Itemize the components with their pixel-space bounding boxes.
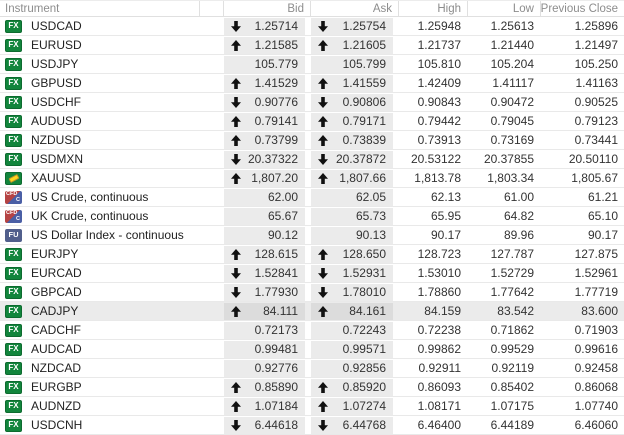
previous-close-value: 1.25896: [574, 19, 618, 33]
ask-value: 1.21605: [342, 38, 386, 52]
ask-value: 62.05: [355, 190, 386, 204]
fx-badge-icon: FX: [5, 381, 22, 394]
table-row[interactable]: [0, 264, 624, 283]
previous-close-value: 61.21: [587, 190, 618, 204]
low-value: 1.77642: [490, 285, 534, 299]
ask-value: 0.99571: [342, 342, 386, 356]
bid-price-cell[interactable]: [224, 18, 305, 35]
high-value: 84.159: [424, 304, 461, 318]
table-row[interactable]: [0, 245, 624, 264]
fx-badge-icon: FX: [5, 96, 22, 109]
ask-price-cell[interactable]: [311, 284, 393, 301]
previous-close-value: 0.71903: [574, 323, 618, 337]
instrument-cell: [0, 74, 199, 92]
ask-price-cell[interactable]: [311, 18, 393, 35]
low-value: 83.542: [497, 304, 534, 318]
instrument-cell: [0, 17, 199, 35]
table-row[interactable]: [0, 207, 624, 226]
ask-price-cell[interactable]: [311, 246, 393, 263]
bid-price-cell[interactable]: [224, 113, 305, 130]
low-value: 89.96: [503, 228, 534, 242]
ask-value: 1.41559: [342, 76, 386, 90]
previous-close-value: 105.250: [574, 57, 618, 71]
instrument-cell: [0, 112, 199, 130]
instrument-cell: [0, 359, 199, 377]
previous-close-value: 0.92458: [574, 361, 618, 375]
fx-badge-icon: FX: [5, 286, 22, 299]
ask-price-cell[interactable]: [311, 151, 393, 168]
previous-close-value: 0.99616: [574, 342, 618, 356]
previous-close-value: 1.07740: [574, 399, 618, 413]
column-header-previous-close[interactable]: Previous Close: [540, 1, 624, 16]
instrument-cell: [0, 36, 199, 54]
ask-value: 65.73: [355, 209, 386, 223]
ask-price-cell[interactable]: [311, 341, 393, 358]
previous-close-value: 0.86068: [574, 380, 618, 394]
fx-badge-icon: FX: [5, 20, 22, 33]
cfd-badge-label: CFD: [6, 190, 18, 197]
bid-value: 0.72173: [254, 323, 298, 337]
previous-close-value: 0.79123: [574, 114, 618, 128]
ask-price-cell[interactable]: [311, 132, 393, 149]
previous-close-value: 83.600: [581, 304, 618, 318]
low-value: 1.25613: [490, 19, 534, 33]
ask-value: 84.161: [349, 304, 386, 318]
previous-close-value: 1,805.67: [571, 171, 618, 185]
column-header-bid[interactable]: Bid: [223, 1, 310, 16]
bid-value: 105.779: [254, 57, 298, 71]
arrow-down-icon: [224, 21, 248, 32]
instrument-cell: [0, 340, 199, 358]
ask-value: 6.44768: [342, 418, 386, 432]
table-row[interactable]: [0, 359, 624, 378]
ask-value: 0.72243: [342, 323, 386, 337]
high-value: 105.810: [417, 57, 461, 71]
bid-price-cell[interactable]: [224, 170, 305, 187]
fx-badge-icon: FX: [5, 267, 22, 280]
bid-value: 1.25714: [254, 19, 298, 33]
ask-value: 128.650: [342, 247, 386, 261]
high-value: 0.79442: [417, 114, 461, 128]
instrument-cell: [0, 378, 199, 396]
arrow-up-icon: [224, 249, 248, 260]
arrow-down-icon: [311, 21, 335, 32]
ask-price-cell[interactable]: [311, 113, 393, 130]
table-row[interactable]: [0, 93, 624, 112]
gold-badge-icon: [5, 172, 22, 185]
low-value: 105.204: [490, 57, 534, 71]
instrument-cell: [0, 321, 199, 339]
bid-price-cell[interactable]: [224, 151, 305, 168]
low-value: 64.82: [503, 209, 534, 223]
previous-close-value: 0.90525: [574, 95, 618, 109]
bid-price-cell[interactable]: [224, 398, 305, 415]
high-value: 0.72238: [417, 323, 461, 337]
column-header-high[interactable]: High: [398, 1, 467, 16]
fx-badge-icon: FX: [5, 153, 22, 166]
bid-price-cell[interactable]: [224, 265, 305, 282]
table-row[interactable]: [0, 378, 624, 397]
bid-value: 6.44618: [254, 418, 298, 432]
table-row[interactable]: [0, 188, 624, 207]
arrow-up-icon: [311, 401, 335, 412]
cfd-badge-sublabel: C: [16, 197, 20, 203]
instrument-name: GBPUSD: [31, 76, 82, 90]
column-header-spacer: [199, 1, 223, 16]
ask-value: 90.13: [355, 228, 386, 242]
arrow-down-icon: [311, 287, 335, 298]
bid-value: 1.77930: [254, 285, 298, 299]
high-value: 128.723: [417, 247, 461, 261]
bid-price-cell[interactable]: [224, 341, 305, 358]
instrument-name: AUDUSD: [31, 114, 82, 128]
bid-value: 1.41529: [254, 76, 298, 90]
table-row[interactable]: [0, 150, 624, 169]
bid-price-cell[interactable]: [224, 246, 305, 263]
instrument-cell: [0, 150, 199, 168]
arrow-up-icon: [224, 116, 248, 127]
table-row[interactable]: [0, 131, 624, 150]
ask-price-cell[interactable]: [311, 417, 393, 434]
bid-value: 0.90776: [254, 95, 298, 109]
instrument-cell: [0, 416, 199, 434]
instrument-name: US Crude, continuous: [31, 190, 149, 204]
instrument-name: USDJPY: [31, 57, 79, 71]
bid-value: 1,807.20: [251, 171, 298, 185]
bid-value: 128.615: [254, 247, 298, 261]
ask-price-cell[interactable]: [311, 360, 393, 377]
low-value: 0.92119: [491, 361, 534, 375]
ask-value: 105.799: [342, 57, 386, 71]
high-value: 0.90843: [417, 95, 461, 109]
low-value: 61.00: [503, 190, 534, 204]
instrument-name: XAUUSD: [31, 171, 82, 185]
arrow-up-icon: [224, 173, 248, 184]
ask-price-cell[interactable]: [311, 208, 393, 225]
fx-badge-icon: FX: [5, 134, 22, 147]
ask-value: 0.79171: [342, 114, 386, 128]
bid-price-cell[interactable]: [224, 75, 305, 92]
low-value: 1.21440: [490, 38, 534, 52]
high-value: 0.86093: [417, 380, 461, 394]
bid-value: 90.12: [267, 228, 298, 242]
ask-price-cell[interactable]: [311, 398, 393, 415]
instrument-name: NZDCAD: [31, 361, 81, 375]
bid-price-cell[interactable]: [224, 379, 305, 396]
fx-badge-icon: FX: [5, 400, 22, 413]
ask-value: 1.07274: [342, 399, 386, 413]
cfd-badge-sublabel: C: [16, 216, 20, 222]
instrument-name: US Dollar Index - continuous: [31, 228, 184, 242]
bid-price-cell[interactable]: [224, 132, 305, 149]
ask-price-cell[interactable]: [311, 265, 393, 282]
high-value: 65.95: [430, 209, 461, 223]
arrow-down-icon: [311, 154, 335, 165]
ask-price-cell[interactable]: [311, 322, 393, 339]
table-row[interactable]: [0, 169, 624, 188]
instrument-cell: [0, 131, 199, 149]
bid-value: 0.85890: [254, 380, 298, 394]
fx-badge-icon: FX: [5, 419, 22, 432]
previous-close-value: 20.50110: [568, 152, 618, 166]
arrow-down-icon: [224, 97, 248, 108]
bid-value: 0.73799: [254, 133, 298, 147]
high-value: 1.21737: [417, 38, 461, 52]
high-value: 1.25948: [417, 19, 461, 33]
table-row[interactable]: [0, 55, 624, 74]
bid-price-cell[interactable]: [224, 94, 305, 111]
high-value: 0.73913: [417, 133, 461, 147]
instrument-name: EURGBP: [31, 380, 82, 394]
arrow-up-icon: [311, 78, 335, 89]
instrument-cell: [0, 302, 199, 320]
low-value: 0.73169: [490, 133, 534, 147]
bid-value: 62.00: [267, 190, 298, 204]
instrument-name: USDCHF: [31, 95, 81, 109]
arrow-up-icon: [311, 40, 335, 51]
previous-close-value: 0.73441: [574, 133, 618, 147]
table-row[interactable]: [0, 416, 624, 435]
fx-badge-icon: FX: [5, 305, 22, 318]
arrow-up-icon: [311, 249, 335, 260]
arrow-down-icon: [311, 420, 335, 431]
high-value: 1.08171: [417, 399, 461, 413]
high-value: 6.46400: [417, 418, 461, 432]
high-value: 1.53010: [417, 266, 461, 280]
instrument-name: EURCAD: [31, 266, 82, 280]
instrument-cell: [0, 283, 199, 301]
table-row[interactable]: [0, 17, 624, 36]
arrow-down-icon: [224, 268, 248, 279]
low-value: 0.99529: [490, 342, 534, 356]
previous-close-value: 1.77719: [574, 285, 618, 299]
bid-price-cell[interactable]: [224, 227, 305, 244]
instrument-cell: [0, 397, 199, 415]
instrument-cell: [0, 207, 199, 225]
fx-badge-icon: FX: [5, 343, 22, 356]
bid-value: 20.37322: [247, 152, 298, 166]
instrument-name: AUDNZD: [31, 399, 81, 413]
previous-close-value: 90.17: [587, 228, 618, 242]
instrument-cell: [0, 169, 199, 187]
table-row[interactable]: [0, 321, 624, 340]
cfd-badge-icon: [5, 191, 22, 204]
bid-value: 1.21585: [254, 38, 298, 52]
instrument-name: GBPCAD: [31, 285, 82, 299]
bid-value: 0.79141: [254, 114, 298, 128]
ask-value: 0.73839: [342, 133, 386, 147]
instrument-name: NZDUSD: [31, 133, 81, 147]
high-value: 62.13: [430, 190, 461, 204]
ask-value: 0.92856: [342, 361, 386, 375]
arrow-up-icon: [224, 306, 248, 317]
arrow-up-icon: [224, 401, 248, 412]
rows: [0, 17, 624, 435]
fu-badge-icon: FU: [5, 229, 22, 242]
instrument-name: EURUSD: [31, 38, 82, 52]
bid-price-cell[interactable]: [224, 284, 305, 301]
instrument-name: USDMXN: [31, 152, 84, 166]
high-value: 1,813.78: [414, 171, 461, 185]
ask-value: 20.37872: [335, 152, 386, 166]
previous-close-value: 1.41163: [575, 76, 618, 90]
previous-close-value: 65.10: [587, 209, 618, 223]
table-row[interactable]: [0, 397, 624, 416]
bid-value: 0.99481: [254, 342, 298, 356]
bid-price-cell[interactable]: [224, 322, 305, 339]
bid-price-cell[interactable]: [224, 189, 305, 206]
previous-close-value: 127.875: [574, 247, 618, 261]
fx-badge-icon: FX: [5, 248, 22, 261]
instrument-name: USDCAD: [31, 19, 82, 33]
table-row[interactable]: [0, 74, 624, 93]
previous-close-value: 6.46060: [574, 418, 618, 432]
arrow-up-icon: [224, 78, 248, 89]
bid-price-cell[interactable]: [224, 417, 305, 434]
instrument-name: CADJPY: [31, 304, 79, 318]
table-row[interactable]: [0, 36, 624, 55]
low-value: 6.44189: [490, 418, 534, 432]
ask-price-cell[interactable]: [311, 75, 393, 92]
column-header-instrument[interactable]: Instrument: [5, 2, 60, 15]
low-value: 1.41117: [492, 76, 534, 90]
bid-value: 65.67: [267, 209, 298, 223]
arrow-down-icon: [311, 268, 335, 279]
bid-value: 84.111: [263, 304, 298, 318]
fx-badge-icon: FX: [5, 324, 22, 337]
instrument-name: USDCNH: [31, 418, 83, 432]
column-header-low[interactable]: Low: [467, 1, 540, 16]
low-value: 1.07175: [490, 399, 534, 413]
fx-badge-icon: FX: [5, 362, 22, 375]
ask-value: 1,807.66: [339, 171, 386, 185]
table-row[interactable]: [0, 112, 624, 131]
high-value: 20.53122: [410, 152, 461, 166]
bid-price-cell[interactable]: [224, 303, 305, 320]
instrument-name: AUDCAD: [31, 342, 82, 356]
bid-value: 0.92776: [254, 361, 298, 375]
arrow-down-icon: [311, 97, 335, 108]
ask-value: 1.78010: [342, 285, 386, 299]
ask-value: 0.90806: [342, 95, 386, 109]
low-value: 0.71862: [490, 323, 534, 337]
table-header-row: [0, 0, 624, 17]
arrow-up-icon: [224, 382, 248, 393]
ask-price-cell[interactable]: [311, 170, 393, 187]
ask-value: 1.25754: [342, 19, 386, 33]
arrow-up-icon: [311, 173, 335, 184]
instrument-cell: [0, 264, 199, 282]
arrow-down-icon: [224, 287, 248, 298]
high-value: 90.17: [430, 228, 461, 242]
low-value: 127.787: [490, 247, 534, 261]
arrow-up-icon: [224, 135, 248, 146]
arrow-up-icon: [311, 135, 335, 146]
ask-price-cell[interactable]: [311, 94, 393, 111]
arrow-up-icon: [311, 306, 335, 317]
high-value: 1.42409: [417, 76, 461, 90]
bid-price-cell[interactable]: [224, 37, 305, 54]
fx-badge-icon: FX: [5, 115, 22, 128]
arrow-down-icon: [224, 154, 248, 165]
bid-value: 1.07184: [254, 399, 298, 413]
instrument-cell: [0, 188, 199, 206]
ask-price-cell[interactable]: [311, 303, 393, 320]
cfd-badge-label: CFD: [6, 209, 18, 216]
high-value: 0.92911: [418, 361, 461, 375]
arrow-down-icon: [224, 420, 248, 431]
low-value: 1,803.34: [487, 171, 534, 185]
previous-close-value: 1.52961: [574, 266, 618, 280]
instrument-cell: [0, 55, 199, 73]
table-row[interactable]: [0, 226, 624, 245]
table-row[interactable]: [0, 340, 624, 359]
ask-price-cell[interactable]: [311, 227, 393, 244]
ask-value: 1.52931: [342, 266, 386, 280]
table-row[interactable]: [0, 302, 624, 321]
instrument-cell: [0, 245, 199, 263]
fx-badge-icon: FX: [5, 77, 22, 90]
arrow-up-icon: [311, 116, 335, 127]
bid-price-cell[interactable]: [224, 360, 305, 377]
arrow-up-icon: [311, 382, 335, 393]
arrow-up-icon: [224, 40, 248, 51]
fx-badge-icon: FX: [5, 58, 22, 71]
ask-value: 0.85920: [342, 380, 386, 394]
high-value: 0.99862: [417, 342, 461, 356]
instrument-name: CADCHF: [31, 323, 81, 337]
cfd-badge-icon: [5, 210, 22, 223]
low-value: 0.85402: [490, 380, 534, 394]
low-value: 1.52729: [490, 266, 534, 280]
ask-price-cell[interactable]: [311, 189, 393, 206]
table-row[interactable]: [0, 283, 624, 302]
ask-price-cell[interactable]: [311, 379, 393, 396]
column-header-ask[interactable]: Ask: [310, 1, 398, 16]
instrument-name: UK Crude, continuous: [31, 209, 149, 223]
gold-bar-icon: [8, 173, 19, 182]
bid-value: 1.52841: [254, 266, 298, 280]
previous-close-value: 1.21497: [574, 38, 618, 52]
bid-price-cell[interactable]: [224, 56, 305, 73]
fx-badge-icon: FX: [5, 39, 22, 52]
high-value: 1.78860: [417, 285, 461, 299]
low-value: 20.37855: [483, 152, 534, 166]
instrument-cell: [0, 93, 199, 111]
instrument-name: EURJPY: [31, 247, 79, 261]
low-value: 0.90472: [490, 95, 534, 109]
instrument-cell: [0, 226, 199, 244]
low-value: 0.79045: [490, 114, 534, 128]
ask-price-cell[interactable]: [311, 56, 393, 73]
ask-price-cell[interactable]: [311, 37, 393, 54]
bid-price-cell[interactable]: [224, 208, 305, 225]
